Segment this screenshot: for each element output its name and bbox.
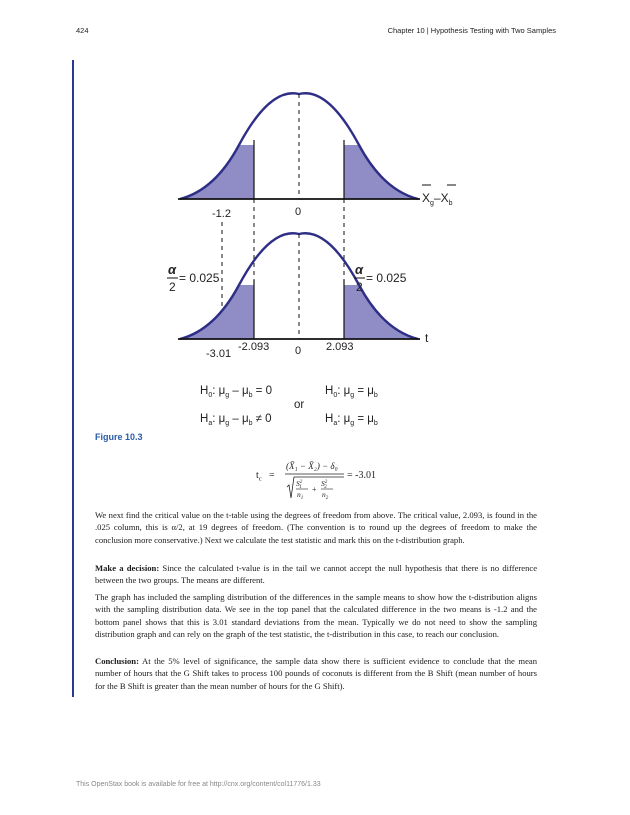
top-axis-label	[422, 191, 453, 207]
page-number: 424	[76, 26, 89, 35]
alpha-left-value: = 0.025	[179, 271, 220, 285]
formula-lhs: t	[256, 470, 259, 481]
alpha-right-value: = 0.025	[366, 271, 407, 285]
svg-text:S22: $S^2$ 2	[321, 479, 328, 490]
left-alt-hypothesis: $H_a$: $\mu_g - \mu_b \ne 0$	[200, 413, 272, 427]
top-left-tail-shade	[180, 145, 254, 199]
bottom-tick-neg-crit: -2.093	[238, 341, 270, 353]
left-null-hypothesis: $H_0$: $\mu_g - \mu_b = 0$	[200, 385, 272, 399]
paragraph-decision	[95, 562, 537, 587]
top-tick-left: -1.2	[212, 208, 231, 220]
svg-text:n2: $n_2$	[322, 490, 329, 501]
paragraph-sampling: The graph has included the sampling distribution of the differences in the sample means to show how the t-distribution aligns with the sampling distribution data. We see in the top panel that the calculated difference in the two means is -1.2 and the bottom panel shows that this is 3.01 standard deviations from the mean. Typically we do not need to show the sampling distribution graph and can rely on the graph of the test statistic, the t-distribution in this case, to reach our conclusion.	[95, 592, 537, 639]
svg-text:S21: $S^2$ 1	[296, 479, 303, 490]
test-statistic-formula	[256, 454, 396, 502]
decision-text: Since the calculated t-value is in the tail we cannot accept the null hypothesis that there is no difference between the two groups. The means are different.	[95, 563, 538, 586]
bottom-axis-label: t	[425, 331, 429, 345]
formula-numerator: (X̄₁ − X̄₂) − δ₀	[286, 461, 338, 471]
paragraph-conclusion	[95, 655, 537, 692]
right-null-hypothesis: $H_0$: $\mu_g = \mu_b$	[325, 385, 378, 399]
formula-plus: +	[312, 485, 317, 494]
top-right-tail-shade	[344, 145, 418, 199]
hypothesis-figure	[150, 82, 453, 432]
right-alt-hypothesis: $H_a$: $\mu_g = \mu_b$	[325, 413, 378, 427]
bottom-left-tail-shade	[180, 285, 254, 339]
formula-lhs-sub: c	[258, 475, 262, 483]
alpha-left-den: 2	[169, 280, 176, 294]
svg-text:n1: $n_1$	[297, 490, 304, 501]
conclusion-text: At the 5% level of significance, the sample data show there is sufficient evidence to conclude that the mean number of hours that the G Shift takes to process 100 pounds of coconuts is different from the B Shift (mean number of hours for the B Shift is greater than the mean number of hours for the G Shift).	[95, 656, 537, 691]
figure-caption: Figure 10.3	[95, 432, 143, 442]
formula-equals: =	[269, 470, 275, 481]
bottom-tick-pos-crit: 2.093	[326, 341, 354, 353]
alpha-left-num: α	[168, 262, 177, 277]
or-word: or	[294, 399, 305, 411]
top-axis-sub-g: g	[430, 200, 434, 207]
decision-label: Make a decision:	[95, 563, 160, 573]
alpha-right-den: 2	[356, 280, 363, 294]
top-tick-center: 0	[295, 206, 302, 218]
section-accent-bar	[72, 60, 74, 697]
top-axis-sub-b: b	[448, 200, 453, 207]
formula-result: = -3.01	[347, 470, 376, 481]
top-axis-x1: X	[422, 191, 431, 205]
conclusion-label: Conclusion:	[95, 656, 139, 666]
top-axis-minus: –	[433, 191, 441, 205]
paragraph-critical-value: We next find the critical value on the t-table using the degrees of freedom from above. The critical value, 2.093, is found in the .025 column, this is α/2, at 19 degrees of freedom. (The convention is to round up the degrees of freedom to make the conclusion more conservative.) Next we calculate the test statistic and mark this on the t-distribution graph.	[95, 510, 537, 545]
top-axis-x2: X	[440, 191, 449, 205]
bottom-tick-center: 0	[295, 345, 302, 357]
chapter-header: Chapter 10 | Hypothesis Testing with Two Samples	[387, 26, 556, 35]
svg-text:tc	[256, 470, 262, 483]
bottom-tick-neg-stat: -3.01	[206, 348, 232, 360]
alpha-right-num: α	[355, 262, 364, 277]
page-footer: This OpenStax book is available for free at http://cnx.org/content/col11776/1.33	[76, 781, 321, 788]
